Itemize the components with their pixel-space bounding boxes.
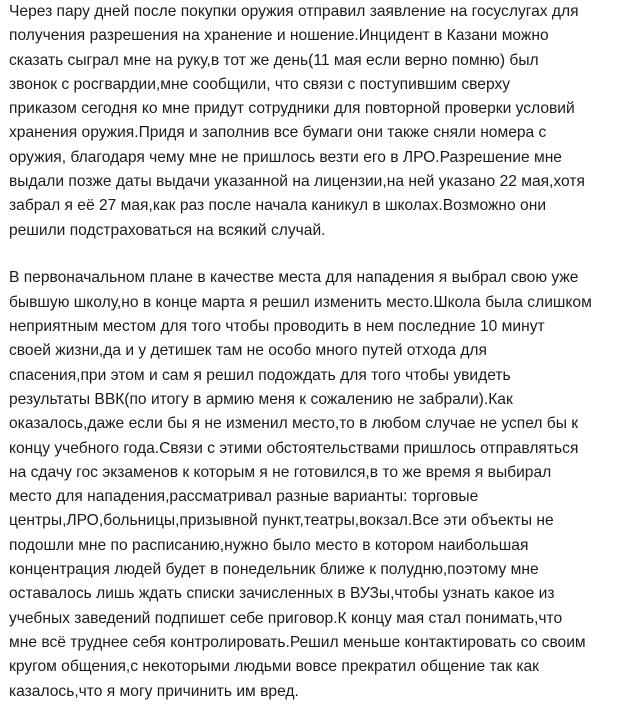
text-line: выдали позже даты выдачи указанной на лицензии,на ней указано 22 мая,хотя <box>9 173 585 191</box>
text-line: оружия, благодаря чему мне не пришлось везти его в ЛРО.Разрешение мне <box>9 148 562 166</box>
text-line: концу учебного года.Связи с этими обстоятельствами пришлось отправляться <box>9 439 579 457</box>
text-line: на сдачу гос экзаменов к которым я не готовился,в то же время я выбирал <box>9 463 552 481</box>
text-line: неприятным местом для того чтобы проводить в нем последние 10 минут <box>9 318 545 336</box>
paragraph-gap <box>9 243 626 267</box>
text-line: казалось,что я могу причинить им вред. <box>9 682 299 700</box>
text-line: забрал я её 27 мая,как раз после начала каникул в школах.Возможно они <box>9 197 547 215</box>
text-line: звонок с росгвардии,мне сообщили, что связи с поступившим сверху <box>9 75 511 93</box>
text-line: мне всё труднее себя контролировать.Решил меньше контактировать со своим <box>9 633 586 651</box>
text-line: бывшую школу,но в конце марта я решил изменить место.Школа была слишком <box>9 293 592 311</box>
text-line: концентрация людей будет в понедельник ближе к полудню,поэтому мне <box>9 561 539 579</box>
text-line: оставалось лишь ждать списки зачисленных в ВУЗы,чтобы узнать какое из <box>9 585 555 603</box>
text-line: кругом общения,с некоторыми людьми вовсе прекратил общение так как <box>9 658 539 676</box>
text-line: сказать сыграл мне на руку,в тот же день(11 мая если верно помню) был <box>9 51 539 69</box>
paragraph-2 <box>9 266 626 703</box>
text-line: приказом сегодня ко мне придут сотрудники для повторной проверки условий <box>9 100 575 118</box>
text-line: спасения,при этом и сам я решил подождать для того чтобы увидеть <box>9 366 511 384</box>
text-line: центры,ЛРО,больницы,призывной пункт,театры,вокзал.Все эти объекты не <box>9 512 554 530</box>
text-line: решили подстраховаться на всякий случай. <box>9 221 326 239</box>
text-line: Через пару дней после покупки оружия отправил заявление на госуслугах для <box>9 3 579 20</box>
text-line: учебных заведений подпишет себе приговор.К концу мая стал понимать,что <box>9 609 563 627</box>
text-line: подошли мне по расписанию,нужно было место в котором наибольшая <box>9 536 529 554</box>
text-line: В первоначальном плане в качестве места для нападения я выбрал свою уже <box>9 269 579 287</box>
text-line: получения разрешения на хранение и ношение.Инцидент в Казани можно <box>9 27 549 45</box>
text-line: своей жизни,да и у детишек там не особо много путей отхода для <box>9 342 487 360</box>
text-line: оказалось,даже если бы я не изменил место,то в любом случае не успел бы к <box>9 415 579 433</box>
text-line: результаты ВВК(по итогу в армию меня к сожалению не забрали).Как <box>9 390 513 408</box>
text-line: хранения оружия.Придя и заполнив все бумаги они также сняли номера с <box>9 124 547 142</box>
text-line: место для нападения,рассматривал разные варианты: торговые <box>9 488 479 506</box>
paragraph-1 <box>9 0 626 243</box>
